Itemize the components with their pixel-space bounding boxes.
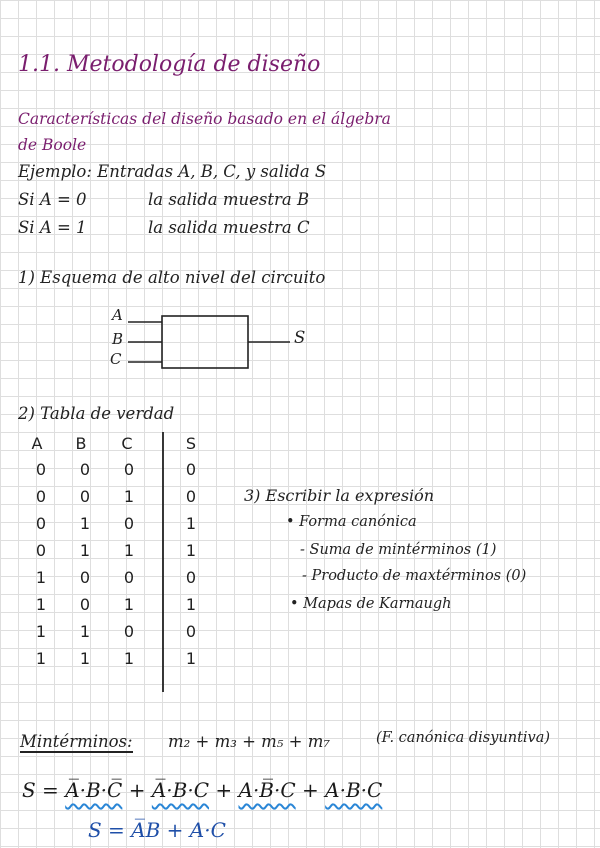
equation-1-term-2: A̅·B·C (151, 778, 210, 802)
table-cell-r1-b: 0 (79, 487, 91, 506)
equation-1-term-1: A̅·B·C̅ (65, 778, 123, 802)
section-2-heading: 2) Tabla de verdad (18, 404, 175, 423)
equation-1 (22, 778, 382, 802)
minterms-label (20, 732, 133, 751)
page-title: 1.1. Metodología de diseño (18, 52, 321, 77)
table-cell-r2-b: 1 (79, 514, 91, 533)
equation-1-plus-3: + (302, 778, 319, 802)
table-cell-r3-s: 1 (185, 541, 197, 560)
bullet-karnaugh: • Mapas de Karnaugh (290, 596, 452, 612)
section-3-heading: 3) Escribir la expresión (244, 486, 435, 505)
rule-1-condition: Si A = 0 (18, 190, 87, 209)
section-1-heading: 1) Esquema de alto nivel del circuito (18, 268, 326, 287)
minterms-note: (F. canónica disyuntiva) (376, 730, 551, 746)
table-cell-r6-b: 1 (79, 622, 91, 641)
bullet-sum-minterms: - Suma de mintérminos (1) (300, 542, 497, 558)
table-cell-r2-c: 0 (123, 514, 135, 533)
minterms-label-text: Mintérminos: (20, 732, 133, 751)
table-cell-r3-b: 1 (79, 541, 91, 560)
table-header-b: B (75, 434, 87, 453)
equation-1-plus-2: + (215, 778, 233, 802)
circuit-block (162, 316, 248, 368)
subtitle-line-2: de Boole (18, 136, 87, 154)
table-cell-r7-c: 1 (123, 649, 135, 668)
table-cell-r7-b: 1 (79, 649, 91, 668)
table-cell-r3-c: 1 (123, 541, 135, 560)
equation-1-lhs: S = (22, 778, 59, 802)
equation-1-plus-1: + (128, 778, 146, 802)
table-cell-r0-c: 0 (123, 460, 135, 479)
table-cell-r0-a: 0 (35, 460, 47, 479)
table-cell-r7-a: 1 (35, 649, 47, 668)
table-cell-r6-c: 0 (123, 622, 135, 641)
minterms-expression: m₂ + m₃ + m₅ + m₇ (168, 732, 330, 751)
block-input-a: A (112, 306, 123, 324)
table-cell-r5-a: 1 (35, 595, 47, 614)
table-cell-r7-s: 1 (185, 649, 197, 668)
table-cell-r1-c: 1 (123, 487, 135, 506)
block-input-b: B (112, 330, 124, 348)
table-cell-r6-s: 0 (185, 622, 197, 641)
table-header-a: A (31, 434, 43, 453)
equation-1-term-3: A·B̅·C (238, 778, 296, 802)
equation-1-term-4: A·B·C (325, 778, 383, 802)
example-line: Ejemplo: Entradas A, B, C, y salida S (18, 162, 327, 181)
table-cell-r4-c: 0 (123, 568, 135, 587)
table-cell-r5-b: 0 (79, 595, 91, 614)
table-cell-r4-a: 1 (35, 568, 47, 587)
table-cell-r2-a: 0 (35, 514, 47, 533)
table-header-c: C (121, 434, 133, 453)
block-input-c: C (110, 350, 122, 368)
rule-2-condition: Si A = 1 (18, 218, 87, 237)
subtitle-line-1: Características del diseño basado en el álgebra (18, 110, 391, 128)
rule-2-result: la salida muestra C (148, 218, 310, 237)
table-header-s: S (185, 434, 197, 453)
table-cell-r0-s: 0 (185, 460, 197, 479)
bullet-canonical: • Forma canónica (286, 514, 417, 530)
table-cell-r1-s: 0 (185, 487, 197, 506)
table-cell-r2-s: 1 (185, 514, 197, 533)
table-cell-r5-s: 1 (185, 595, 197, 614)
table-cell-r4-s: 0 (185, 568, 197, 587)
block-output-s: S (294, 328, 306, 347)
table-cell-r4-b: 0 (79, 568, 91, 587)
equation-2-simplified: S = A̅B + A·C (88, 818, 226, 842)
table-cell-r0-b: 0 (79, 460, 91, 479)
bullet-product-maxterms: - Producto de maxtérminos (0) (302, 568, 527, 584)
table-cell-r5-c: 1 (123, 595, 135, 614)
table-cell-r1-a: 0 (35, 487, 47, 506)
rule-1-result: la salida muestra B (148, 190, 310, 209)
table-cell-r3-a: 0 (35, 541, 47, 560)
table-cell-r6-a: 1 (35, 622, 47, 641)
